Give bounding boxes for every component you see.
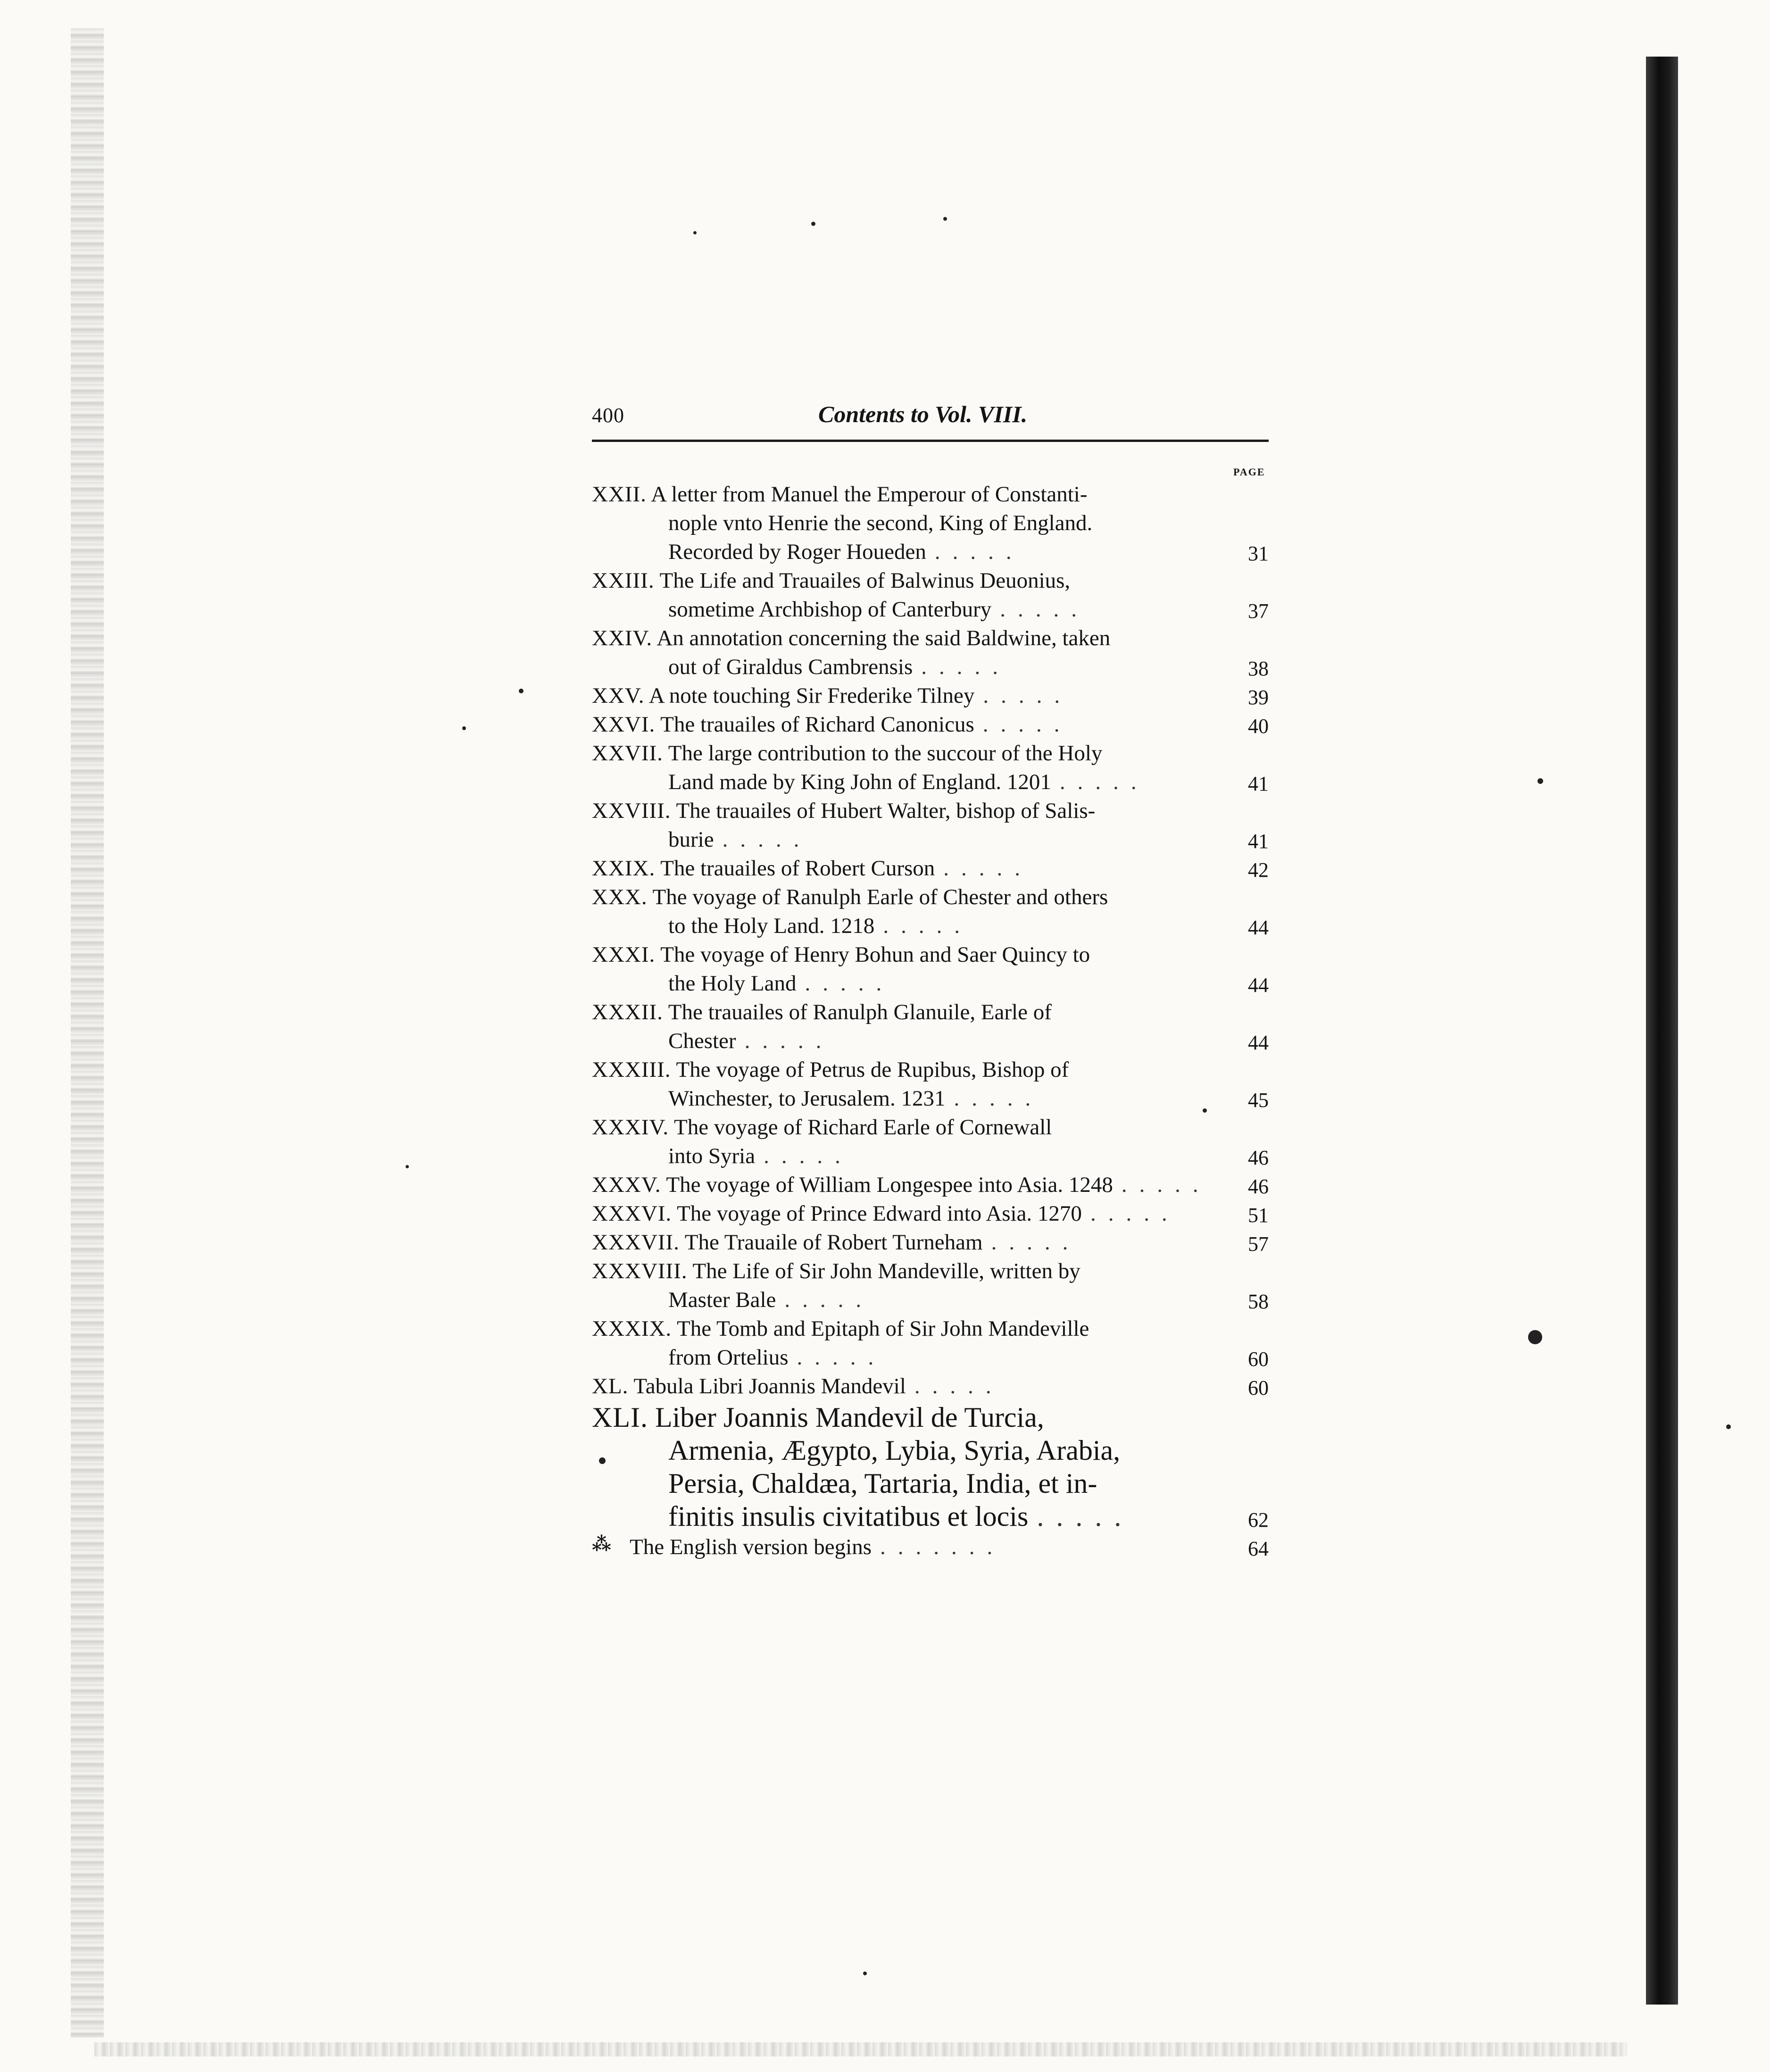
toc-entry-line bbox=[592, 1228, 1269, 1257]
entry-title-text: The Trauaile of Robert Turneham bbox=[684, 1230, 983, 1255]
entry-page-number: 42 bbox=[1248, 858, 1269, 882]
entry-number: XXXV. bbox=[592, 1173, 661, 1197]
entry-title-text: into Syria bbox=[668, 1144, 756, 1168]
toc-entry bbox=[592, 566, 1269, 624]
entry-number: XXXVI. bbox=[592, 1201, 672, 1226]
toc-entry bbox=[592, 710, 1269, 739]
toc-entry-line bbox=[592, 797, 1269, 825]
dot-leader: ..... bbox=[764, 1144, 853, 1168]
toc-entry-line bbox=[592, 1171, 1269, 1199]
toc-entry-line bbox=[592, 969, 1269, 998]
entry-title-text: The voyage of Petrus de Rupibus, Bishop of bbox=[676, 1057, 1069, 1082]
entry-page-number: 41 bbox=[1248, 772, 1269, 795]
entry-title-text: The Tomb and Epitaph of Sir John Mandeville bbox=[677, 1316, 1089, 1341]
header-rule bbox=[592, 440, 1269, 442]
toc-entry-line bbox=[592, 1113, 1269, 1142]
toc-entry-line bbox=[592, 682, 1269, 710]
entry-number: XXXI. bbox=[592, 942, 656, 967]
entry-title-text: Persia, Chaldæa, Tartaria, India, et in- bbox=[668, 1468, 1097, 1499]
entry-title-text: An annotation concerning the said Baldwine, taken bbox=[656, 626, 1111, 650]
toc-entry-line bbox=[592, 538, 1269, 566]
dot-leader: ..... bbox=[954, 1086, 1043, 1111]
entry-title-text: Liber Joannis Mandevil de Turcia, bbox=[655, 1402, 1044, 1433]
toc-entry-line bbox=[592, 739, 1269, 768]
toc-entry-line bbox=[592, 624, 1269, 653]
entry-number: XXXVIII. bbox=[592, 1259, 688, 1283]
entry-number: XL. bbox=[592, 1374, 629, 1398]
dot-leader: ....... bbox=[880, 1535, 1005, 1559]
entry-number: XXVI. bbox=[592, 712, 656, 737]
entry-title-text: The Life of Sir John Mandeville, written by bbox=[692, 1259, 1080, 1283]
toc-entry bbox=[592, 1257, 1269, 1315]
entry-number: XXXVII. bbox=[592, 1230, 680, 1255]
dot-leader: ..... bbox=[722, 827, 812, 852]
entry-title-text: burie bbox=[668, 827, 714, 852]
toc-entry-line bbox=[592, 1434, 1269, 1467]
toc-entry-line bbox=[592, 1056, 1269, 1084]
toc-entry bbox=[592, 1171, 1269, 1199]
toc-note bbox=[592, 1533, 1269, 1562]
entry-title-text: to the Holy Land. 1218 bbox=[668, 914, 875, 938]
toc-entry bbox=[592, 1401, 1269, 1533]
dot-leader: ..... bbox=[1090, 1201, 1180, 1226]
toc-entry-line bbox=[592, 998, 1269, 1027]
toc-entry-line bbox=[592, 940, 1269, 969]
dot-leader: ..... bbox=[983, 683, 1072, 708]
entry-title-text: The voyage of Ranulph Earle of Chester and others bbox=[652, 885, 1108, 909]
toc-entry bbox=[592, 1228, 1269, 1257]
page-edge-bottom bbox=[94, 2042, 1627, 2056]
toc-entry-line bbox=[592, 1027, 1269, 1056]
toc-entry-line bbox=[592, 1286, 1269, 1315]
toc-entry bbox=[592, 1199, 1269, 1228]
entry-page-number: 58 bbox=[1248, 1290, 1269, 1313]
entry-page-number: 44 bbox=[1248, 974, 1269, 997]
entry-page-number: 39 bbox=[1248, 686, 1269, 709]
note-page-number: 64 bbox=[1248, 1537, 1269, 1560]
toc-entry-line bbox=[592, 1500, 1269, 1533]
entry-number: XXII. bbox=[592, 482, 647, 507]
entry-title-text: The trauailes of Robert Curson bbox=[660, 856, 935, 881]
print-speck bbox=[462, 726, 466, 730]
entry-title-text: from Ortelius bbox=[668, 1345, 789, 1370]
toc-entry bbox=[592, 1372, 1269, 1401]
entry-page-number: 40 bbox=[1248, 715, 1269, 738]
dot-leader: ..... bbox=[921, 655, 1010, 679]
dot-leader: ..... bbox=[914, 1374, 1004, 1398]
asterism-icon: ⁂ bbox=[592, 1533, 611, 1555]
entry-title-text: Chester bbox=[668, 1029, 736, 1053]
entry-title-text: The voyage of Prince Edward into Asia. 1270 bbox=[677, 1201, 1082, 1226]
entry-number: XXX. bbox=[592, 885, 648, 909]
entry-title-text: The voyage of Richard Earle of Cornewall bbox=[674, 1115, 1052, 1140]
dot-leader: ..... bbox=[1121, 1173, 1211, 1197]
print-speck bbox=[1528, 1330, 1542, 1344]
entry-title-text: The Life and Trauailes of Balwinus Deuonius, bbox=[659, 568, 1071, 593]
print-speck bbox=[599, 1457, 606, 1464]
entry-page-number: 38 bbox=[1248, 657, 1269, 680]
entry-title-text: sometime Archbishop of Canterbury bbox=[668, 597, 992, 622]
entry-number: XXV. bbox=[592, 683, 645, 708]
page-column-label: PAGE bbox=[1233, 466, 1265, 478]
entry-number: XXXIII. bbox=[592, 1057, 671, 1082]
entry-number: XXVII. bbox=[592, 741, 663, 766]
toc-entry-line bbox=[592, 1142, 1269, 1171]
entry-number: XXXIV. bbox=[592, 1115, 669, 1140]
print-speck bbox=[406, 1165, 409, 1168]
toc-note-line bbox=[592, 1533, 1269, 1562]
toc-entry-line bbox=[592, 1467, 1269, 1500]
toc-entry-line bbox=[592, 480, 1269, 509]
toc-entry-line bbox=[592, 883, 1269, 912]
entry-page-number: 45 bbox=[1248, 1089, 1269, 1112]
running-head: Contents to Vol. VIII. bbox=[818, 401, 1028, 427]
print-speck bbox=[1203, 1108, 1207, 1113]
entry-title-text: Winchester, to Jerusalem. 1231 bbox=[668, 1086, 946, 1111]
dot-leader: ..... bbox=[982, 712, 1072, 737]
entry-page-number: 31 bbox=[1248, 542, 1269, 565]
entry-number: XXIII. bbox=[592, 568, 655, 593]
toc-entry-line bbox=[592, 566, 1269, 595]
print-speck bbox=[943, 217, 947, 221]
toc-entry bbox=[592, 739, 1269, 797]
dot-leader: ..... bbox=[1037, 1501, 1134, 1532]
entry-page-number: 41 bbox=[1248, 830, 1269, 853]
page-number: 400 bbox=[592, 404, 624, 427]
print-speck bbox=[693, 231, 697, 234]
toc-entry-line bbox=[592, 854, 1269, 883]
toc-entry bbox=[592, 940, 1269, 998]
toc-entry-line bbox=[592, 825, 1269, 854]
entry-title-text: The trauailes of Ranulph Glanuile, Earle of bbox=[668, 1000, 1052, 1024]
toc-entry bbox=[592, 797, 1269, 854]
binding-shadow bbox=[1646, 57, 1678, 2005]
toc-entry-line bbox=[592, 912, 1269, 940]
dot-leader: ..... bbox=[991, 1230, 1080, 1255]
entry-number: XLI. bbox=[592, 1402, 648, 1433]
entry-page-number: 57 bbox=[1248, 1232, 1269, 1256]
dot-leader: ..... bbox=[797, 1345, 886, 1370]
entry-number: XXXIX. bbox=[592, 1316, 672, 1341]
page-header bbox=[592, 399, 1269, 441]
toc-entry-line bbox=[592, 653, 1269, 682]
entry-page-number: 37 bbox=[1248, 599, 1269, 623]
entry-title-text: the Holy Land bbox=[668, 971, 797, 996]
toc-entry bbox=[592, 998, 1269, 1056]
entry-number: XXVIII. bbox=[592, 799, 671, 823]
toc-entry-line bbox=[592, 1199, 1269, 1228]
dot-leader: ..... bbox=[943, 856, 1033, 881]
toc-entry-line bbox=[592, 1343, 1269, 1372]
entry-page-number: 44 bbox=[1248, 916, 1269, 939]
dot-leader: ..... bbox=[883, 914, 972, 938]
toc-entry-line bbox=[592, 1084, 1269, 1113]
print-speck bbox=[1537, 778, 1543, 784]
print-speck bbox=[519, 689, 524, 693]
toc-entry bbox=[592, 1113, 1269, 1171]
toc-entry-line bbox=[592, 768, 1269, 797]
toc-entry bbox=[592, 682, 1269, 710]
entry-title-text: A letter from Manuel the Emperour of Constanti- bbox=[651, 482, 1088, 507]
entry-title-text: The large contribution to the succour of the Holy bbox=[668, 741, 1103, 766]
entry-page-number: 60 bbox=[1248, 1348, 1269, 1371]
table-of-contents bbox=[592, 480, 1269, 1562]
page-edge-left bbox=[71, 28, 104, 2038]
dot-leader: ..... bbox=[1059, 770, 1149, 794]
dot-leader: ..... bbox=[744, 1029, 834, 1053]
entry-title-text: out of Giraldus Cambrensis bbox=[668, 655, 913, 679]
toc-entry bbox=[592, 624, 1269, 682]
entry-title-text: Armenia, Ægypto, Lybia, Syria, Arabia, bbox=[668, 1435, 1121, 1466]
toc-entry-line bbox=[592, 1257, 1269, 1286]
entry-title-text: Land made by King John of England. 1201 bbox=[668, 770, 1051, 794]
entry-number: XXXII. bbox=[592, 1000, 663, 1024]
entry-title-text: finitis insulis civitatibus et locis bbox=[668, 1501, 1029, 1532]
entry-page-number: 62 bbox=[1248, 1508, 1269, 1531]
note-text: The English version begins bbox=[630, 1535, 872, 1559]
toc-entry bbox=[592, 1315, 1269, 1372]
entry-title-text: Recorded by Roger Houeden bbox=[668, 540, 926, 564]
entry-title-text: The trauailes of Hubert Walter, bishop of Salis- bbox=[676, 799, 1096, 823]
dot-leader: ..... bbox=[1000, 597, 1089, 622]
toc-entry bbox=[592, 854, 1269, 883]
print-speck bbox=[863, 1972, 867, 1975]
print-speck bbox=[1726, 1424, 1731, 1429]
toc-entry-line bbox=[592, 1315, 1269, 1343]
entry-title-text: The voyage of William Longespee into Asia. 1248 bbox=[666, 1173, 1113, 1197]
toc-entry-line bbox=[592, 1372, 1269, 1401]
dot-leader: ..... bbox=[934, 540, 1024, 564]
print-speck bbox=[811, 222, 815, 226]
dot-leader: ..... bbox=[805, 971, 894, 996]
toc-entry-line bbox=[592, 710, 1269, 739]
entry-title-text: The trauailes of Richard Canonicus bbox=[660, 712, 974, 737]
entry-page-number: 51 bbox=[1248, 1204, 1269, 1227]
entry-number: XXIV. bbox=[592, 626, 653, 650]
entry-page-number: 60 bbox=[1248, 1376, 1269, 1399]
entry-title-text: nople vnto Henrie the second, King of England. bbox=[668, 511, 1093, 535]
entry-page-number: 46 bbox=[1248, 1175, 1269, 1198]
toc-entry-line bbox=[592, 1401, 1269, 1434]
toc-entry bbox=[592, 883, 1269, 940]
entry-title-text: Master Bale bbox=[668, 1288, 776, 1312]
entry-title-text: A note touching Sir Frederike Tilney bbox=[648, 683, 975, 708]
dot-leader: ..... bbox=[784, 1288, 874, 1312]
entry-title-text: The voyage of Henry Bohun and Saer Quincy to bbox=[660, 942, 1090, 967]
toc-entry-line bbox=[592, 509, 1269, 538]
entry-page-number: 44 bbox=[1248, 1031, 1269, 1054]
toc-entry-line bbox=[592, 595, 1269, 624]
entry-page-number: 46 bbox=[1248, 1146, 1269, 1169]
entry-title-text: Tabula Libri Joannis Mandevil bbox=[633, 1374, 906, 1398]
toc-entry bbox=[592, 480, 1269, 566]
entry-number: XXIX. bbox=[592, 856, 656, 881]
toc-entry bbox=[592, 1056, 1269, 1113]
